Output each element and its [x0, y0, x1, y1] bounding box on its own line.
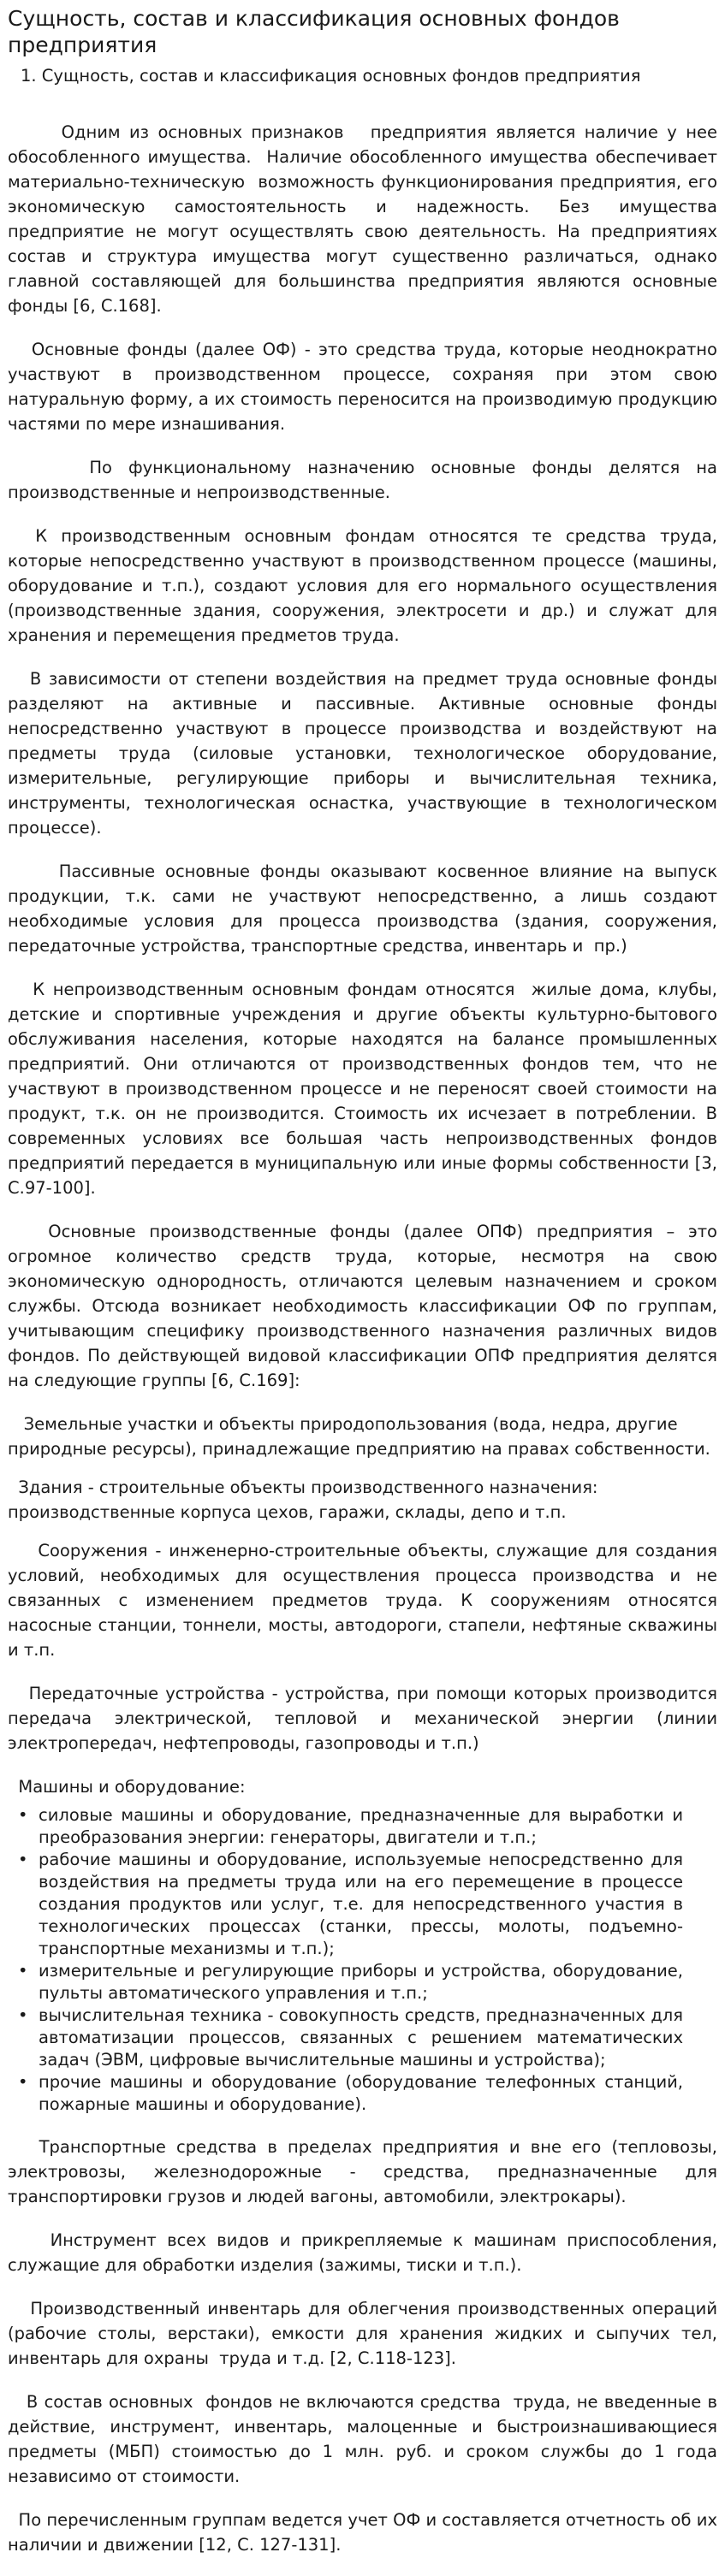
paragraph: Машины и оборудование: — [8, 1777, 246, 1797]
paragraph: Пассивные основные фонды оказывают косвенное влияние на выпуск продукции, т.к. сами не участвуют непосредственно, а лишь создают необходимые условия для процесса производства (здания, сооружения, передаточные устройства, транспортные средства, инвентарь и пр.) — [8, 862, 723, 956]
section-heading: 1. Сущность, состав и классификация основных фондов предприятия — [21, 66, 641, 86]
paragraph: Одним из основных признаков предприятия является наличие у нее обособленного имущества. Наличие обособленного имущества обеспечивает материально-техническую возможность функционирования предприятия, его экономическую самостоятельность и надежность. Без имущества предприятие не могут осуществлять свою деятельность. На предприятиях состав и структура имущества могут существенно различаться, однако главной составляющей для большинства предприятия являются основные фонды [6, С.168]. — [8, 122, 723, 316]
list-item: • рабочие машины и оборудование, используемые непосредственно для воздействия на предметы труда или на его перемещение в процессе создания продуктов или услуг, т.е. для непосредственного участия в технологических процессах (станки, прессы, молоты, подъемно-транспортные механизмы и т.п.); — [18, 1850, 683, 1958]
list-item: • прочие машины и оборудование (оборудование телефонных станций, пожарные машины и оборудование). — [18, 2072, 683, 2114]
paragraph: Основные фонды (далее ОФ) - это средства труда, которые неоднократно участвуют в производственном процессе, сохраняя при этом свою натуральную форму, а их стоимость переносится на производимую продукцию частями по мере изнашивания. — [8, 340, 723, 434]
bullet-icon: • — [18, 1805, 28, 1825]
list-item: • силовые машины и оборудование, предназначенные для выработки и преобразования энергии: генераторы, двигатели и т.п.; — [18, 1805, 683, 1847]
paragraph: Передаточные устройства - устройства, при помощи которых производится передача электрической, тепловой и механической энергии (линии электропередач, нефтепроводы, газопроводы и т.п.) — [8, 1684, 723, 1753]
list-item: • вычислительная техника - совокупность средств, предназначенных для автоматизации процессов, связанных с решением математических задач (ЭВМ, цифровые вычислительные машины и устройства); — [18, 2005, 683, 2070]
paragraph: Здания - строительные объекты производственного назначения: производственные корпуса цехов, гаражи, склады, депо и т.п. — [8, 1477, 603, 1522]
paragraph: Инструмент всех видов и прикрепляемые к машинам приспособления, служащие для обработки изделия (зажимы, тиски и т.п.). — [8, 2230, 723, 2275]
bullet-icon: • — [18, 1961, 28, 1981]
paragraph: В состав основных фондов не включаются средства труда, не введенные в действие, инструмент, инвентарь, малоценные и быстроизнашивающиеся предметы (МБП) стоимостью до 1 млн. руб. и сроком службы до 1 года независимо от стоимости. — [8, 2392, 723, 2486]
paragraph: К производственным основным фондам относятся те средства труда, которые непосредственно участвуют в производственном процессе (машины, оборудование и т.п.), создают условия для его нормального осуществления (производственные здания, сооружения, электросети и др.) и служат для хранения и перемещения предметов труда. — [8, 526, 723, 645]
paragraph: Основные производственные фонды (далее ОПФ) предприятия – это огромное количество средств труда, которые, несмотря на свою экономическую однородность, отличаются целевым назначением и сроком службы. Отсюда возникает необходимость классификации ОФ по группам, учитывающим специфику производственного назначения различных видов фондов. По действующей видовой классификации ОПФ предприятия делятся на следующие группы [6, С.169]: — [8, 1222, 723, 1390]
equipment-list — [8, 1804, 717, 2116]
bullet-icon: • — [18, 1850, 28, 1869]
paragraph: Производственный инвентарь для облегчения производственных операций (рабочие столы, верстаки), емкости для хранения жидких и сыпучих тел, инвентарь для охраны труда и т.д. [2, С.118-123]. — [8, 2299, 723, 2368]
list-item: • измерительные и регулирующие приборы и устройства, оборудование, пульты автоматического управления и т.п.; — [18, 1961, 683, 2003]
bullet-icon: • — [18, 2072, 28, 2092]
bullet-icon: • — [18, 2005, 28, 2025]
paragraph: В зависимости от степени воздействия на предмет труда основные фонды разделяют на активные и пассивные. Активные основные фонды непосредственно участвуют в процессе производства и воздействуют на предметы труда (силовые установки, технологическое оборудование, измерительные, регулирующие приборы и вычислительная техника, инструменты, технологическая оснастка, участвующие в технологическом процессе). — [8, 669, 723, 838]
paragraph: К непроизводственным основным фондам относятся жилые дома, клубы, детские и спортивные учреждения и другие объекты культурно-бытового обслуживания населения, которые находятся на балансе промышленных предприятий. Они отличаются от производственных фондов тем, что не участвуют в производственном процессе и не переносят своей стоимости на продукт, т.к. он не производится. Стоимость их исчезает в потреблении. В современных условиях все большая часть непроизводственных фондов предприятий передается в муниципальную или иные формы собственности [3, С.97-100]. — [8, 980, 723, 1198]
paragraph: По функциональному назначению основные фонды делятся на производственные и непроизводственные. — [8, 458, 723, 502]
paragraph: По перечисленным группам ведется учет ОФ и составляется отчетность об их наличии и движении [12, С. 127-131]. — [8, 2510, 723, 2555]
paragraph: Земельные участки и объекты природопользования (вода, недра, другие природные ресурсы), принадлежащие предприятию на правах собственности. — [8, 1414, 710, 1459]
paragraph: Сооружения - инженерно-строительные объекты, служащие для создания условий, необходимых для осуществления процесса производства и не связанных с изменением предметов труда. К сооружениям относятся насосные станции, тоннели, мосты, автодороги, стапели, нефтяные скважины и т.п. — [8, 1541, 723, 1660]
paragraph: Транспортные средства в пределах предприятия и вне его (тепловозы, электровозы, железнодорожные - средства, предназначенные для транспортировки грузов и людей вагоны, автомобили, электрокары). — [8, 2137, 723, 2206]
page-title: Сущность, состав и классификация основных фондов предприятия — [8, 6, 620, 57]
